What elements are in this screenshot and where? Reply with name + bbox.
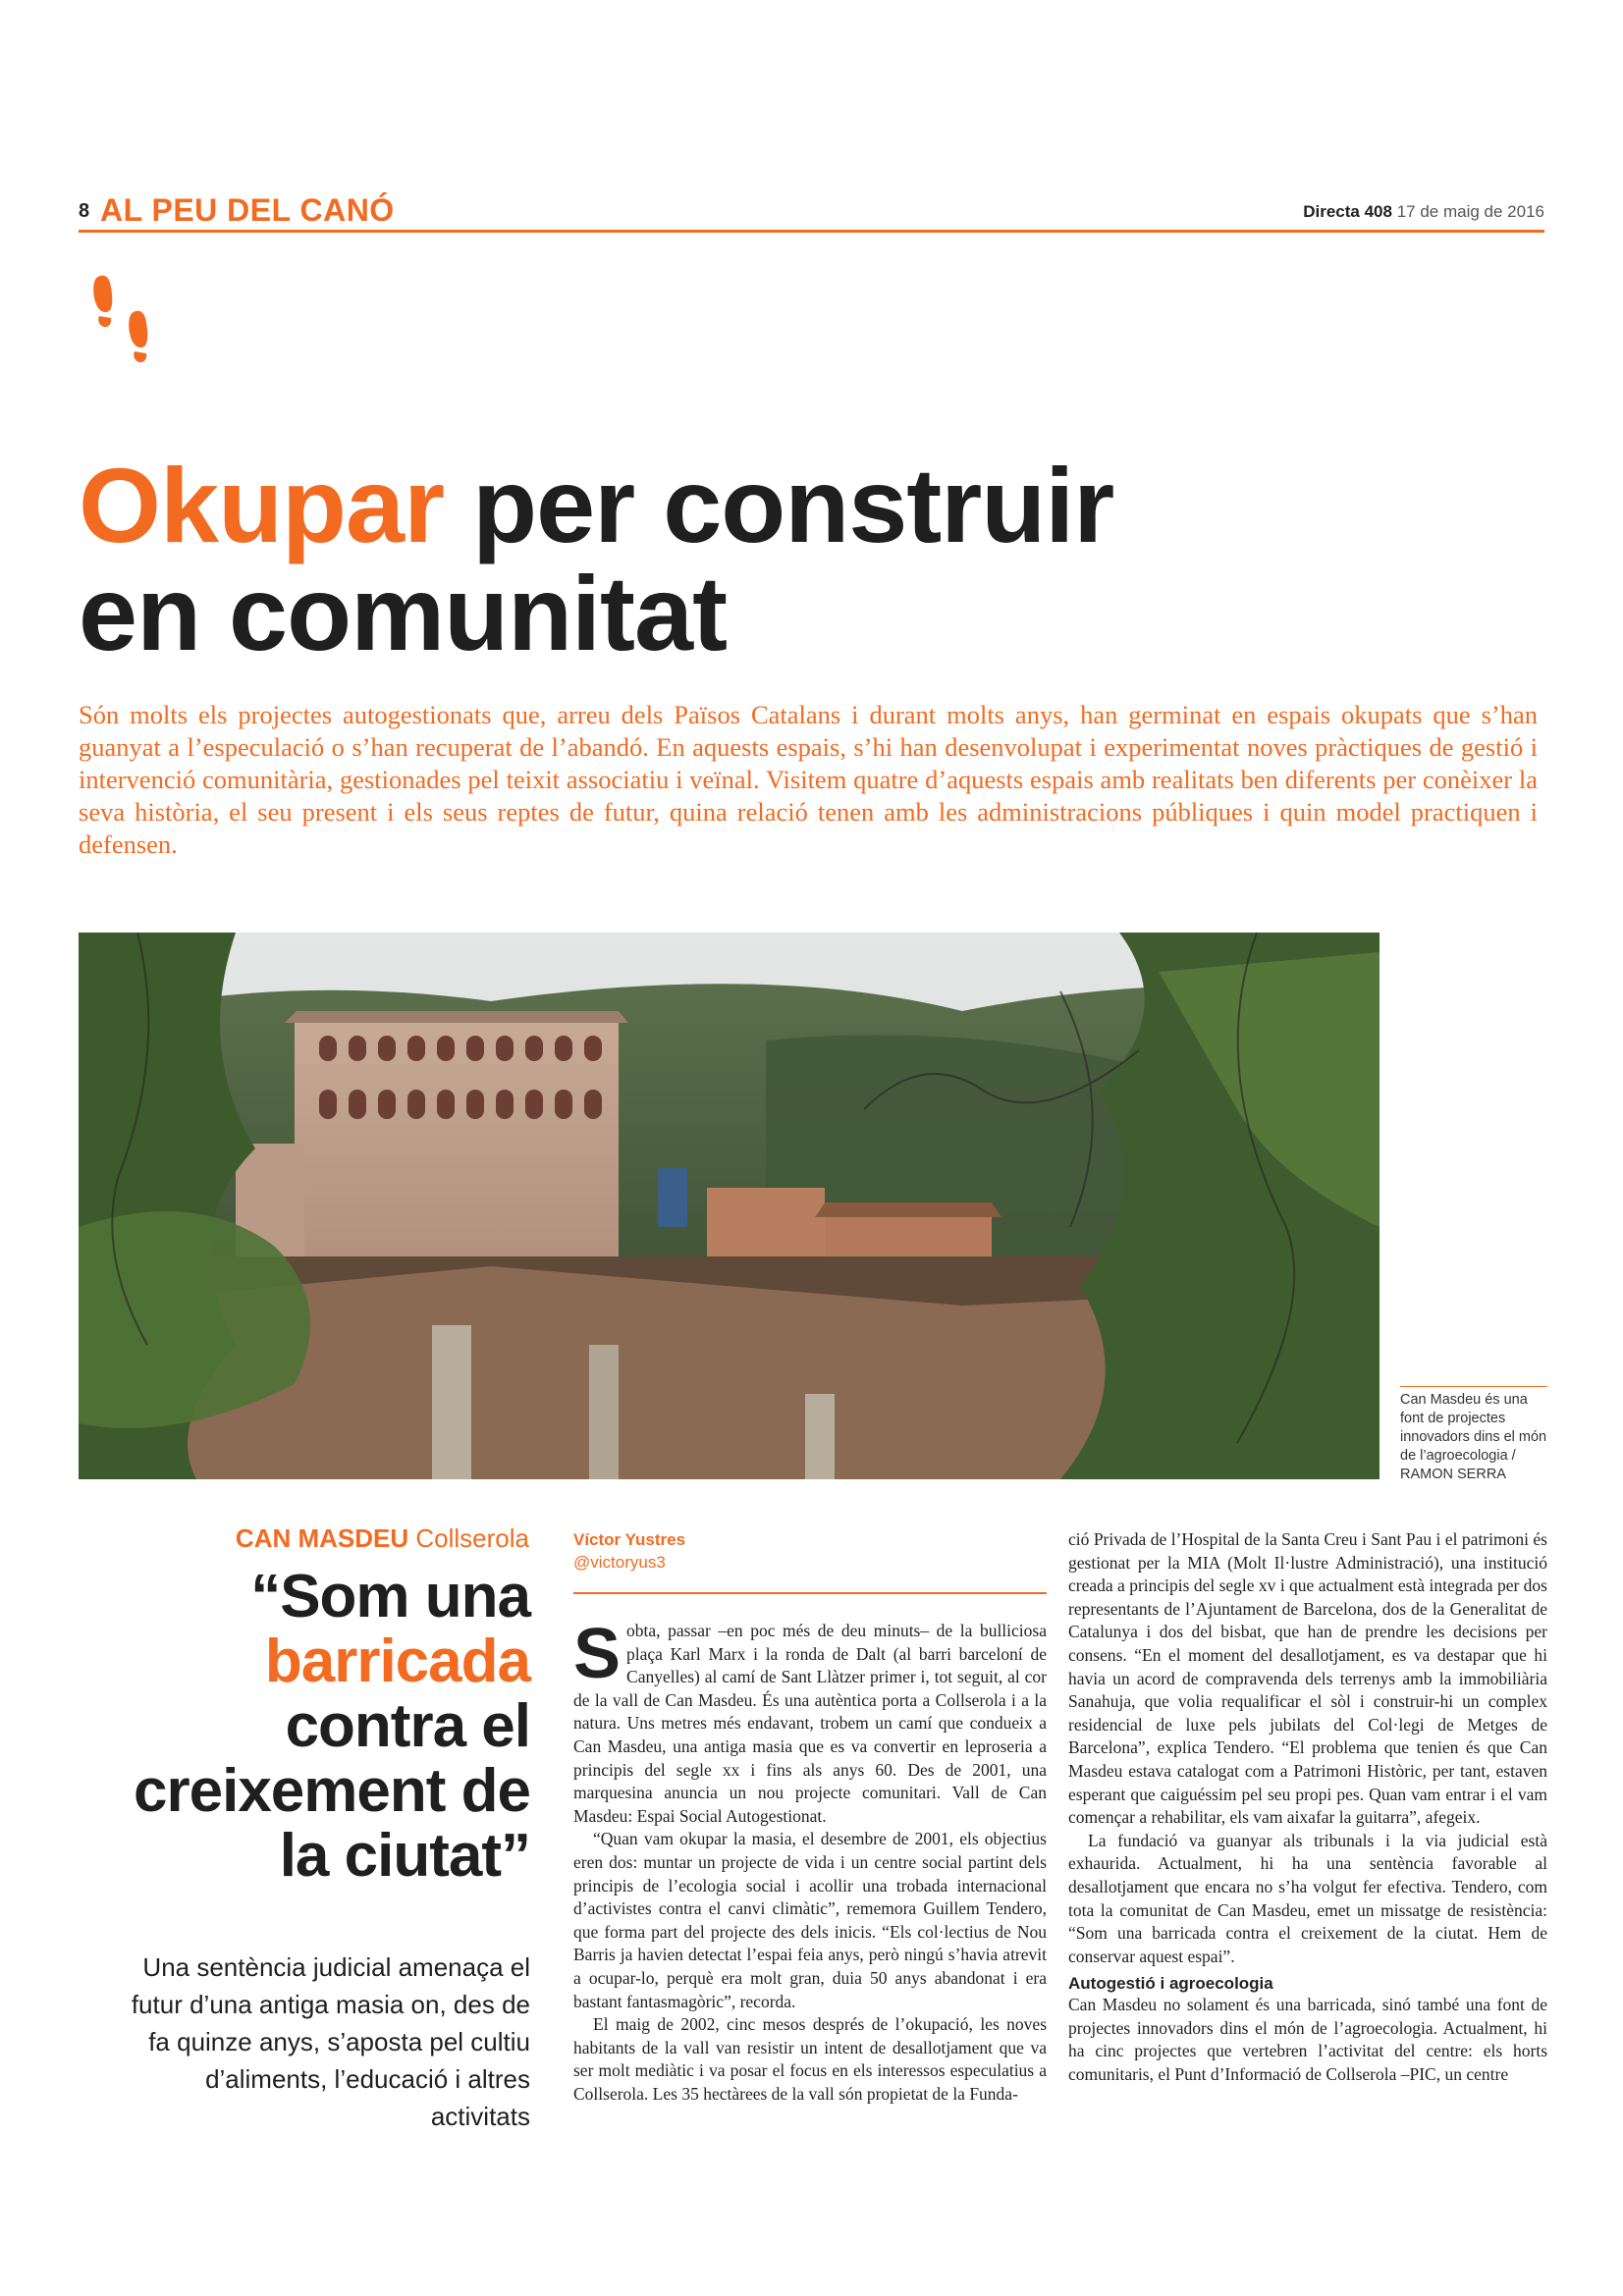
footprints-icon [90, 271, 161, 381]
publication-name: Directa 408 [1303, 202, 1392, 221]
section-subhead: Autogestió i agroecologia [1068, 1974, 1273, 1994]
headline [79, 446, 1522, 672]
author-name: Víctor Yustres [573, 1530, 686, 1549]
article-kicker [236, 1523, 529, 1554]
paragraph-text: obta, passar –en poc més de deu minuts– de la bulliciosa plaça Karl Marx i la ronda de Dalt (al barri barceloní de Canyelles) al camí de Sant Llàtzer primer i, tot seguit, al cor de la vall de Can Masdeu. És una autèntica porta a Collserola i a la natura. Uns metres més endavant, trobem un camí que condueix a Can Masdeu, una antiga masia que es va convertir en leproseria a principis del segle xx i fins als anys 60. Des de 2001, una marquesina anuncia un nou projecte comunitari. Vall de Can Masdeu: Espai Social Autogestionat. [573, 1621, 1047, 1826]
article-photo [79, 933, 1380, 1479]
headline-line1: per construir [472, 446, 1114, 564]
photo-caption: Can Masdeu és una font de projectes innovadors dins el món de l’agroecologia / RAMON SERRA [1400, 1386, 1547, 1484]
article-summary: Una sentència judicial amenaça el futur d’una antiga masia on, des de fa quinze anys, s’aposta pel cultiu d’aliments, l’educació i altres activitats [131, 1952, 530, 2131]
section-title: AL PEU DEL CANÓ [100, 192, 395, 228]
paragraph: ció Privada de l’Hospital de la Santa Creu i Sant Pau i el patrimoni és gestionat per la MIA (Molt Il·lustre Administració), una institució creada a principis del segle xv i que actualment està integrada per dos representants de l’Ajuntament de Barcelona, dos de la Generalitat de Catalunya i dos del bisbat, que han de prendre les decisions per consens. “En el moment del desallotjament, es va destapar que hi havia un acord de compravenda dels terrenys amb la immobiliària Sanahuja, que volia requalificar el sòl i construir-hi un complex residencial de luxe pels jubilats del Col·legi de Metges de Barcelona”, explica Tendero. “El problema que tenien és que Can Masdeu estava catalogat com a Patrimoni Històric, per tant, estaven esperant que caiguéssim pel seu propi pes. Quan vam entrar i el vam començar a rehabilitar, els vam aixafar la guitarra”, afegeix. [1068, 1529, 1547, 1828]
kicker-place: Collserola [415, 1523, 529, 1553]
page-number: 8 [79, 200, 90, 222]
body-column-1 [573, 1615, 1047, 2106]
paragraph [573, 1615, 1047, 1828]
issue-date: 17 de maig de 2016 [1396, 202, 1544, 221]
drop-cap: S [573, 1615, 622, 1693]
paragraph: La fundació va guanyar als tribunals i la via judicial està exhaurida. Actualment, hi ha una sentència favorable al desallotjament que encara no s’ha volgut fer efectiva. Tendero, com tota la comunitat de Can Masdeu, emet un missatge de resistència: “Som una barricada contra el creixement de la ciutat. Hem de conservar aquest espai”. [1068, 1830, 1547, 1966]
standfirst: Són molts els projectes autogestionats que, arreu dels Països Catalans i durant molts anys, han germinat en espais okupats que s’han guanyat a l’especulació o s’han recuperat de l’abandó. En aquests espais, s’hi han desenvolupat i experimentat noves pràctiques de gestió i intervenció comunitària, gestionades pel teixit associatiu i veïnal. Visitem quatre d’aquests espais amb realitats ben diferents per conèixer la seva història, el seu present i els seus reptes de futur, quina relació tenen amb les administracions públiques i quin model practiquen i defensen. [79, 700, 1538, 859]
page-header [79, 194, 1544, 233]
kicker-name: CAN MASDEU [235, 1523, 409, 1553]
issue-info [1303, 202, 1544, 222]
article-title-quote [98, 1565, 530, 1889]
paragraph: El maig de 2002, cinc mesos després de l’okupació, les noves habitants de la vall van resistir un intent de desallotjament que va ser molt mediàtic i va posar el focus en els interessos especulatius a Collserola. Les 35 hectàrees de la vall són propietat de la Funda- [573, 2014, 1047, 2104]
headline-highlight: Okupar [79, 446, 445, 564]
paragraph: “Quan vam okupar la masia, el desembre de 2001, els objectius eren dos: muntar un projecte de vida i un centre social partint dels principis de l’ecologia social i acollir una trobada internacional d’activistes contra el canvi climàtic”, rememora Guillem Tendero, que forma part del projecte des dels inicis. “Els col·lectius de Nou Barris ja havien detectat l’espai feia anys, però ningú s’havia atrevit a ocupar-lo, perquè era molt gran, duia 50 anys abandonat i era bastant fantasmagòric”, recorda. [573, 1829, 1047, 2011]
paragraph: Can Masdeu no solament és una barricada, sinó també una font de projectes innovadors dins el món de l’agroecologia. Actualment, hi ha cinc projectes que vertebren l’activitat del centre: els horts comunitaris, el Punt d’Informació de Collserola –PIC, un centre [1068, 1995, 1547, 2085]
quote-open: “Som una [250, 1563, 530, 1630]
body-column-2 [1068, 1528, 1547, 2087]
author-handle[interactable]: @victoryus3 [573, 1553, 666, 1572]
quote-highlight: barricada [264, 1628, 530, 1695]
quote-rest: contra el creixement de la ciutat” [134, 1692, 530, 1890]
headline-line2: en comunitat [79, 554, 728, 672]
byline-divider [573, 1592, 1047, 1594]
